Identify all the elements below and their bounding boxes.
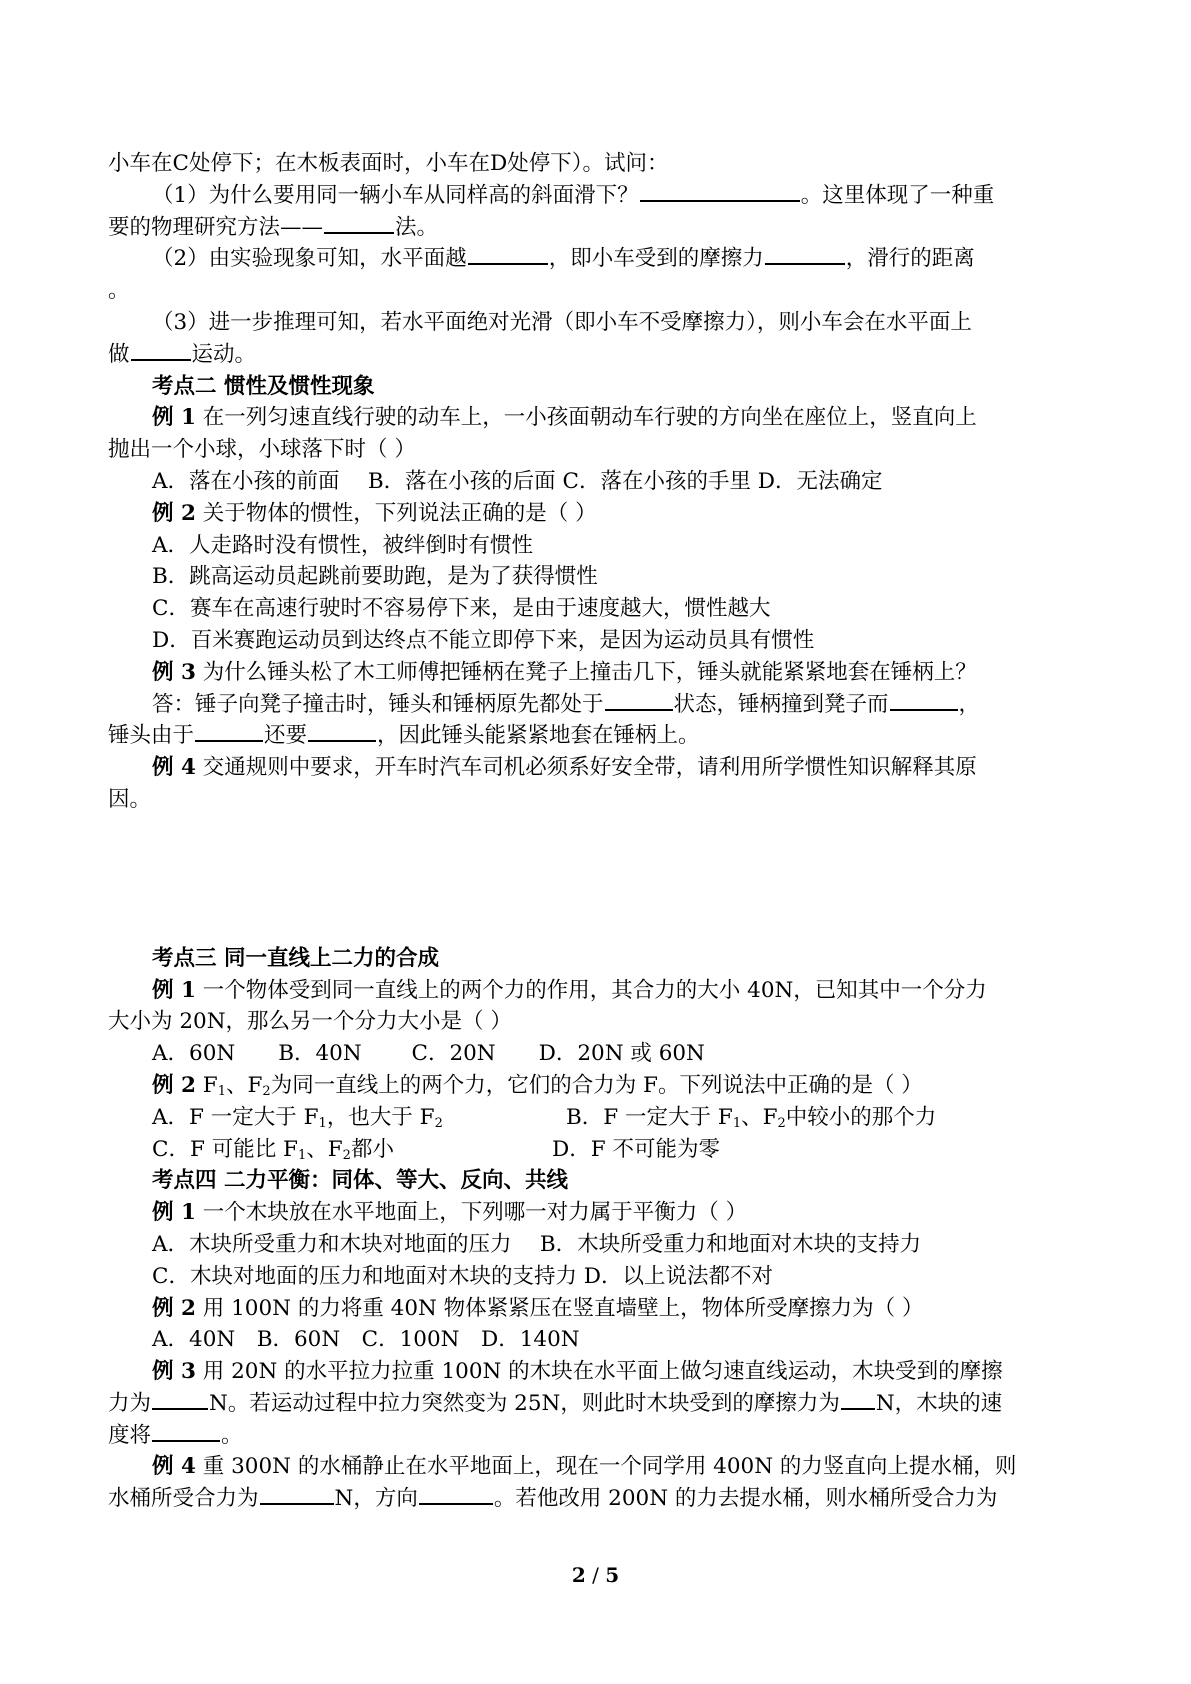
example-3: 例 3 用 20N 的水平拉力拉重 100N 的木块在水平面上做匀速直线运动，木块受到的摩擦 [152, 1359, 1003, 1385]
section-heading: 考点二 惯性及惯性现象 [152, 373, 375, 399]
example-2-options: A．40N B．60N C．100N D．140N [152, 1327, 580, 1353]
option-c: C．赛车在高速行驶时不容易停下来，是由于速度越大，惯性越大 [152, 596, 771, 622]
option-d: D．百米赛跑运动员到达终点不能立即停下来，是因为运动员具有惯性 [152, 627, 815, 653]
options-ab [108, 1102, 1086, 1134]
answer-blank[interactable] [260, 1483, 334, 1505]
example-4: 例 4 重 300N 的水桶静止在水平地面上，现在一个同学用 400N 的力竖直向上提水桶，则 [152, 1454, 1017, 1480]
example-1: 例 1 一个木块放在水平地面上，下列哪一对力属于平衡力（ ） [152, 1200, 748, 1226]
options-cd [108, 1134, 1086, 1166]
example-label: 例 2 [152, 500, 196, 526]
example-label: 例 1 [152, 405, 196, 431]
example-3-cont: 力为 N。若运动过程中拉力突然变为 25N，则此时木块受到的摩擦力为 N，木块的速 [108, 1388, 1086, 1420]
example-label: 例 1 [152, 977, 196, 1003]
option-b: B．跳高运动员起跳前要助跑，是为了获得惯性 [152, 564, 598, 590]
option-c: C．F 可能比 $F_1$、$F_2$都小 [152, 1136, 394, 1163]
example-2: 例 2 $F_1$、$F_2$为同一直线上的两个力，它们的合力为 F。下列说法中正确的是（ ） [152, 1072, 923, 1099]
example-4-cont: 因。 [108, 786, 152, 812]
answer-space[interactable] [108, 816, 1086, 943]
answer-blank[interactable] [131, 339, 191, 361]
example-1-options: A．落在小孩的前面 B．落在小孩的后面 C．落在小孩的手里 D．无法确定 [152, 468, 883, 494]
example-label: 例 3 [152, 659, 196, 685]
example-3-answer-cont: 锤头由于 还要 ，因此锤头能紧紧地套在锤柄上。 [108, 720, 1086, 752]
question-1-cont: 要的物理研究方法—— 法。 [108, 212, 1086, 244]
example-4: 例 4 交通规则中要求，开车时汽车司机必须系好安全带，请利用所学惯性知识解释其原 [152, 755, 977, 781]
text-line: 。 [108, 278, 130, 304]
question-1: （1）为什么要用同一辆小车从同样高的斜面滑下？ 。这里体现了一种重 [108, 180, 1086, 212]
section-heading: 考点四 二力平衡：同体、等大、反向、共线 [152, 1168, 568, 1194]
answer-blank[interactable] [152, 1388, 208, 1410]
option-b: B．F 一定大于 $F_1$、$F_2$中较小的那个力 [566, 1104, 937, 1131]
answer-blank[interactable] [640, 180, 800, 202]
example-2: 例 2 关于物体的惯性，下列说法正确的是（ ） [152, 500, 597, 526]
example-3: 例 3 为什么锤头松了木工师傅把锤柄在凳子上撞击几下，锤头就能紧紧地套在锤柄上？ [152, 659, 977, 685]
example-1: 例 1 在一列匀速直线行驶的动车上，一小孩面朝动车行驶的方向坐在座位上，竖直向上 [152, 405, 977, 431]
example-4-cont: 水桶所受合力为 N，方向 。若他改用 200N 的力去提水桶，则水桶所受合力为 [108, 1483, 1086, 1515]
example-label: 例 2 [152, 1072, 196, 1098]
answer-blank[interactable] [308, 720, 376, 742]
example-label: 例 3 [152, 1359, 196, 1385]
example-label: 例 4 [152, 1454, 196, 1480]
example-1-options: A．60N B．40N C．20N D．20N 或 60N [152, 1041, 705, 1067]
option-d: D．F 不可能为零 [552, 1136, 720, 1162]
example-1-cont: 大小为 20N，那么另一个分力大小是（ ） [108, 1009, 512, 1035]
answer-blank[interactable] [152, 1420, 220, 1442]
document-body [108, 148, 1086, 1515]
section-heading: 考点三 同一直线上二力的合成 [152, 945, 439, 971]
answer-blank[interactable] [324, 212, 394, 234]
options-cd: C．木块对地面的压力和地面对木块的支持力 D．以上说法都不对 [152, 1263, 774, 1289]
example-label: 例 4 [152, 755, 196, 781]
example-2: 例 2 用 100N 的力将重 40N 物体紧紧压在竖直墙壁上，物体所受摩擦力为（ ） [152, 1295, 924, 1321]
question-3: （3）进一步推理可知，若水平面绝对光滑（即小车不受摩擦力），则小车会在水平面上 [152, 309, 972, 335]
text-line: 小车在C处停下；在木板表面时，小车在D处停下）。试问： [108, 151, 669, 176]
answer-blank[interactable] [605, 689, 673, 711]
answer-blank[interactable] [195, 720, 263, 742]
example-3-cont: 度将 。 [108, 1420, 1086, 1452]
option-a: A．人走路时没有惯性，被绊倒时有惯性 [152, 532, 534, 558]
answer-blank[interactable] [841, 1388, 875, 1410]
example-1: 例 1 一个物体受到同一直线上的两个力的作用，其合力的大小 40N，已知其中一个分力 [152, 977, 987, 1003]
example-1-cont: 抛出一个小球，小球落下时（ ） [108, 437, 416, 463]
answer-blank[interactable] [419, 1483, 493, 1505]
example-3-answer: 答：锤子向凳子撞击时，锤头和锤柄原先都处于 状态，锤柄撞到凳子而 ， [108, 689, 1086, 721]
options-ab: A．木块所受重力和木块对地面的压力 B．木块所受重力和地面对木块的支持力 [152, 1231, 922, 1257]
example-label: 例 1 [152, 1200, 196, 1226]
answer-blank[interactable] [890, 689, 958, 711]
page-number: 2 / 5 [571, 1563, 620, 1587]
question-3-cont: 做 运动。 [108, 339, 1086, 371]
answer-blank[interactable] [765, 243, 845, 265]
answer-blank[interactable] [468, 243, 548, 265]
question-2: （2）由实验现象可知，水平面越 ，即小车受到的摩擦力 ，滑行的距离 [108, 243, 1086, 275]
example-label: 例 2 [152, 1295, 196, 1321]
option-a: A．F 一定大于 $F_1$，也大于 $F_2$ [152, 1104, 443, 1131]
